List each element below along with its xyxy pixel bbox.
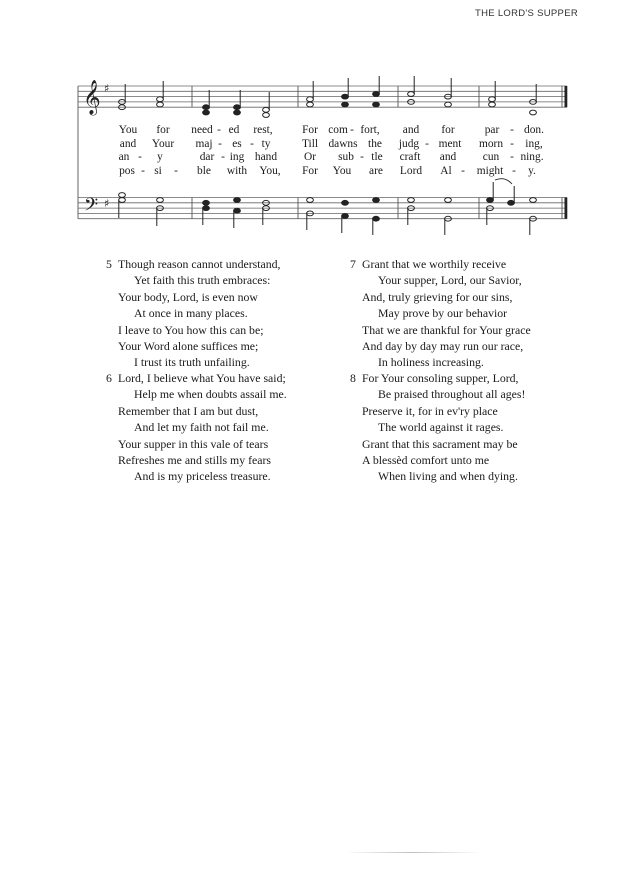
verse-line: And let my faith not fail me. <box>134 420 269 435</box>
syllable: ble <box>197 164 211 177</box>
verse-line: And day by day may run our race, <box>362 339 524 354</box>
syllable: - <box>350 124 354 136</box>
syllable: rest, <box>253 124 273 136</box>
syllable: Lord <box>399 164 423 177</box>
verse-line: That we are thankful for Your grace <box>362 322 531 337</box>
treble-sharp-icon: ♯ <box>104 82 110 95</box>
syllable: Till <box>301 137 319 150</box>
syllable: morn <box>478 137 504 150</box>
syllable: - <box>510 151 514 164</box>
syllable: an <box>118 151 130 164</box>
syllable: cun <box>482 151 500 164</box>
syllable: ed <box>228 124 240 136</box>
syllable: with <box>226 164 248 177</box>
verse-line: Your supper in this vale of tears <box>118 436 269 451</box>
syllable: You <box>118 124 138 136</box>
syllable: com <box>328 124 348 136</box>
verse-line: Be praised throughout all ages! <box>378 387 526 402</box>
syllable: craft <box>399 151 421 164</box>
lyric-line-1 <box>0 124 640 138</box>
syllable: judg <box>398 137 420 150</box>
syllable: You <box>332 164 352 177</box>
verse-number: 5 <box>106 257 112 271</box>
syllable: tle <box>371 151 383 164</box>
verse-line: Grant that we worthily receive <box>362 257 507 271</box>
lyric-line-4 <box>0 165 640 179</box>
syllable: es <box>232 137 242 150</box>
syllable: - <box>174 164 178 177</box>
bass-clef-icon: 𝄢 <box>84 195 99 220</box>
verse-line: Your Word alone suffices me; <box>118 339 259 354</box>
syllable: Al <box>440 164 452 177</box>
syllable: for <box>441 124 455 136</box>
verse-line: Yet faith this truth embraces: <box>134 273 271 288</box>
syllable: - <box>141 164 145 177</box>
syllable: don. <box>524 124 544 136</box>
verse-line: Your supper, Lord, our Savior, <box>378 273 522 288</box>
syllable: need <box>191 124 213 136</box>
syllable: For <box>302 164 318 177</box>
verse-line: Refreshes me and stills my fears <box>118 453 271 468</box>
syllable: might <box>476 164 504 177</box>
syllable: and <box>402 124 420 136</box>
verse-line: And, truly grieving for our sins, <box>362 289 513 304</box>
syllable: - <box>510 124 514 136</box>
syllable: For <box>302 124 318 136</box>
verse-line: And is my priceless treasure. <box>134 469 271 484</box>
syllable: - <box>218 137 222 150</box>
syllable: for <box>156 124 170 136</box>
syllable: maj <box>195 137 213 150</box>
syllable: are <box>369 164 383 177</box>
verse-number: 8 <box>350 371 356 385</box>
verse-line: Remember that I am but dust, <box>118 403 259 418</box>
lyric-line-3 <box>0 151 640 165</box>
verse-line: At once in many places. <box>134 306 248 321</box>
verse-line: I trust its truth unfailing. <box>134 355 250 370</box>
syllable: - <box>510 137 514 150</box>
verse-line: Though reason cannot understand, <box>118 257 281 271</box>
syllable: - <box>217 124 221 136</box>
verse-number: 6 <box>106 371 112 385</box>
syllable: and <box>439 151 457 164</box>
verse-line: For Your consoling supper, Lord, <box>362 371 519 385</box>
syllable: pos <box>119 164 135 177</box>
syllable: Your <box>151 137 175 150</box>
lyric-line-2 <box>0 138 640 152</box>
syllable: par <box>484 124 500 136</box>
syllable: Or <box>303 151 317 164</box>
syllable: - <box>250 137 254 150</box>
syllable: - <box>360 151 364 164</box>
verse-line: Grant that this sacrament may be <box>362 436 518 451</box>
bass-notes <box>119 179 537 235</box>
syllable: fort, <box>360 124 380 136</box>
syllable: ty <box>261 137 271 150</box>
verse-line: The world against it rages. <box>378 420 504 435</box>
verse-line: In holiness increasing. <box>378 355 484 370</box>
syllable: - <box>138 151 142 164</box>
syllable: You, <box>259 164 281 177</box>
verse-line: When living and when dying. <box>378 469 518 484</box>
syllable: si <box>154 164 162 177</box>
syllable: - <box>221 151 225 164</box>
syllable: the <box>368 137 382 150</box>
syllable: dar <box>199 151 215 164</box>
syllable: - <box>461 164 465 177</box>
verse-line: Preserve it, for in ev'ry place <box>362 403 498 418</box>
syllable: ing, <box>525 137 543 150</box>
verse-line: A blessèd comfort unto me <box>362 453 490 468</box>
verse-number: 7 <box>350 257 356 271</box>
verse-line: Lord, I believe what You have said; <box>118 371 286 385</box>
treble-clef-icon: 𝄞 <box>83 80 101 115</box>
bass-sharp-icon: ♯ <box>104 197 110 210</box>
running-head: THE LORD'S SUPPER <box>475 8 578 19</box>
verse-line: I leave to You how this can be; <box>118 322 264 337</box>
verse-line: Your body, Lord, is even now <box>118 289 258 304</box>
syllable: dawns <box>328 137 358 150</box>
verse-line: May prove by our behavior <box>378 306 508 321</box>
verse-line: Help me when doubts assail me. <box>134 387 287 402</box>
syllable: y <box>157 151 163 164</box>
syllable: sub <box>338 151 354 164</box>
footer-rule <box>345 852 480 853</box>
syllable: - <box>512 164 516 177</box>
syllable: hand <box>254 151 278 164</box>
syllable: and <box>119 137 137 150</box>
syllable: ment <box>438 137 462 150</box>
syllable: ning. <box>520 151 544 164</box>
syllable: y. <box>528 164 536 177</box>
syllable: ing <box>229 151 245 164</box>
syllable: - <box>425 137 429 150</box>
